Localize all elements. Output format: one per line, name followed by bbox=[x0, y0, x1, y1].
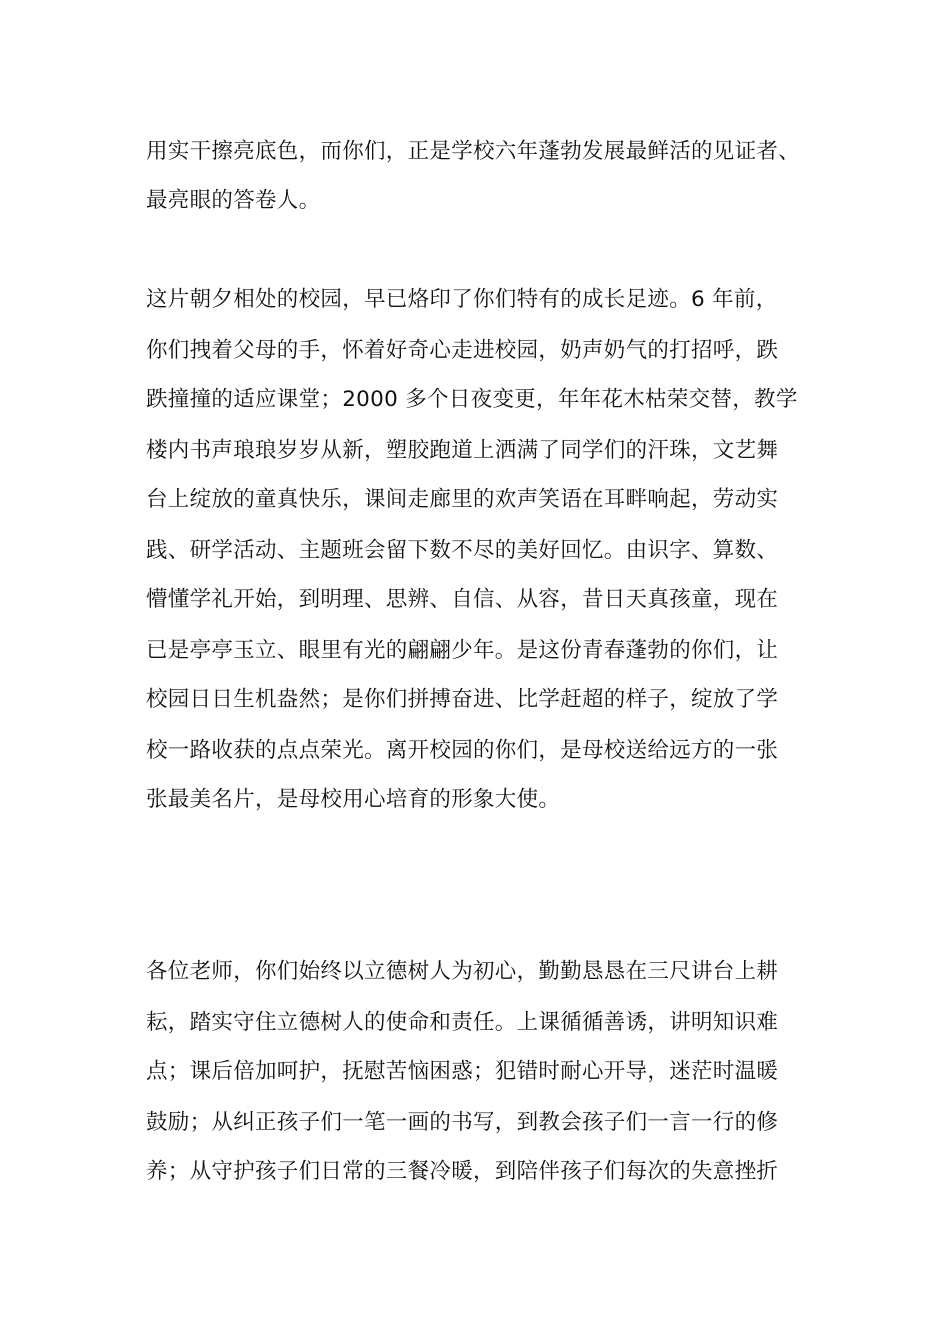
paragraph-2-line-9: 校园日日生机盎然；是你们拼搏奋进、比学赶超的样子，绽放了学 bbox=[146, 687, 779, 712]
paragraph-1-line-1: 用实干擦亮底色，而你们，正是学校六年蓬勃发展最鲜活的见证者、 bbox=[146, 139, 801, 164]
paragraph-3-line-4: 鼓励；从纠正孩子们一笔一画的书写，到教会孩子们一言一行的修 bbox=[146, 1110, 779, 1135]
paragraph-3-line-5: 养；从守护孩子们日常的三餐冷暖，到陪伴孩子们每次的失意挫折 bbox=[146, 1159, 779, 1184]
paragraph-2-line-5: 台上绽放的童真快乐，课间走廊里的欢声笑语在耳畔响起，劳动实 bbox=[146, 487, 779, 512]
paragraph-2-line-8: 已是亭亭玉立、眼里有光的翩翩少年。是这份青春蓬勃的你们，让 bbox=[146, 638, 779, 663]
paragraph-2-line-6: 践、研学活动、主题班会留下数不尽的美好回忆。由识字、算数、 bbox=[146, 538, 779, 563]
paragraph-2-line-1: 这片朝夕相处的校园，早已烙印了你们特有的成长足迹。6 年前， bbox=[146, 287, 778, 312]
paragraph-1-line-2: 最亮眼的答卷人。 bbox=[146, 188, 321, 213]
paragraph-3-line-2: 耘，踏实守住立德树人的使命和责任。上课循循善诱，讲明知识难 bbox=[146, 1010, 779, 1035]
paragraph-3-line-3: 点；课后倍加呵护，抚慰苦恼困惑；犯错时耐心开导，迷茫时温暖 bbox=[146, 1059, 779, 1084]
paragraph-2-line-2: 你们拽着父母的手，怀着好奇心走进校园，奶声奶气的打招呼，跌 bbox=[146, 338, 779, 363]
paragraph-2-line-4: 楼内书声琅琅岁岁从新，塑胶跑道上洒满了同学们的汗珠，文艺舞 bbox=[146, 438, 779, 463]
paragraph-2-line-3: 跌撞撞的适应课堂；2000 多个日夜变更，年年花木枯荣交替，教学 bbox=[146, 387, 798, 412]
paragraph-2-line-11: 张最美名片，是母校用心培育的形象大使。 bbox=[146, 787, 561, 812]
paragraph-2-line-7: 懵懂学礼开始，到明理、思辨、自信、从容，昔日天真孩童，现在 bbox=[146, 587, 779, 612]
paragraph-3-line-1: 各位老师，你们始终以立德树人为初心，勤勤恳恳在三尺讲台上耕 bbox=[146, 959, 779, 984]
paragraph-2-line-10: 校一路收获的点点荣光。离开校园的你们，是母校送给远方的一张 bbox=[146, 738, 779, 763]
